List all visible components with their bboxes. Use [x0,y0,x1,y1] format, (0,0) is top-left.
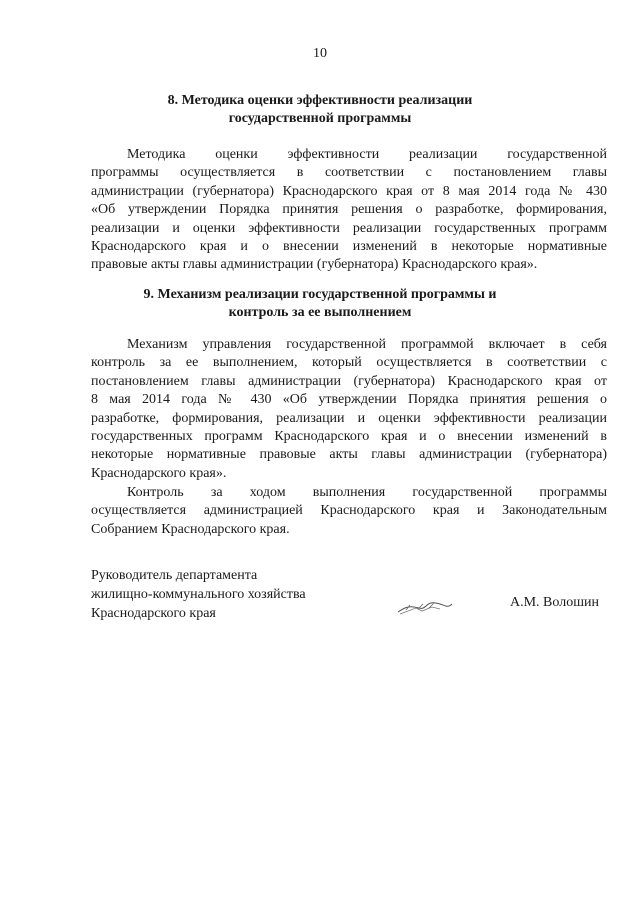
heading-line: государственной программы [228,111,412,126]
section-9-heading [60,286,580,322]
heading-line: 8. Методика оценки эффективности реализации [167,93,473,108]
paragraph-line: контроль за ее выполнением, который осуществляется в соответствии с [91,355,607,371]
paragraph-line: 8 мая 2014 года № 430 «Об утверждении Порядка принятия решения о [91,392,607,408]
paragraph-line: правовые акты главы администрации (губернатора) Краснодарского края». [91,257,538,273]
position-line: жилищно-коммунального хозяйства [91,587,306,602]
paragraph-line: государственных программ Краснодарского края и о внесении изменений в [91,429,607,445]
section-8-heading [60,92,580,128]
paragraph-line: программы осуществляется в соответствии с постановлением главы [91,165,607,181]
section-9-paragraph-2 [91,484,607,539]
position-line: Руководитель департамента [91,568,258,583]
signatory-name: А.М. Волошин [510,595,599,610]
paragraph-line: Методика оценки эффективности реализации государственной [127,147,607,162]
paragraph-line: администрации (губернатора) Краснодарского края от 8 мая 2014 года № 430 [91,183,607,199]
paragraph-line: Контроль за ходом выполнения государственной программы [127,485,607,500]
paragraph-line: разработке, формирования, реализации и оценки эффективности реализации [91,410,607,426]
heading-line: 9. Механизм реализации государственной программы и [143,287,497,302]
position-line: Краснодарского края [91,606,216,621]
paragraph-line: Краснодарского края». [91,465,227,481]
paragraph-line: Краснодарского края и о внесении изменений в некоторые нормативные [91,239,607,255]
section-8-paragraph [91,146,607,275]
handwritten-signature-icon [396,598,454,616]
paragraph-line: осуществляется администрацией Краснодарского края и Законодательным [91,503,607,519]
page-number: 10 [313,46,327,61]
paragraph-line: некоторые нормативные правовые акты главы администрации (губернатора) [91,447,607,463]
paragraph-line: «Об утверждении Порядка принятия решения о разработке, формирования, [91,202,607,218]
paragraph-line: реализации и оценки эффективности реализации государственных программ [91,220,607,236]
section-9-paragraph-1 [91,336,607,483]
paragraph-line: Механизм управления государственной программой включает в себя [127,337,607,352]
heading-line: контроль за ее выполнением [228,305,412,320]
paragraph-line: Собранием Краснодарского края. [91,521,290,537]
paragraph-line: постановлением главы администрации (губернатора) Краснодарского края от [91,373,607,389]
